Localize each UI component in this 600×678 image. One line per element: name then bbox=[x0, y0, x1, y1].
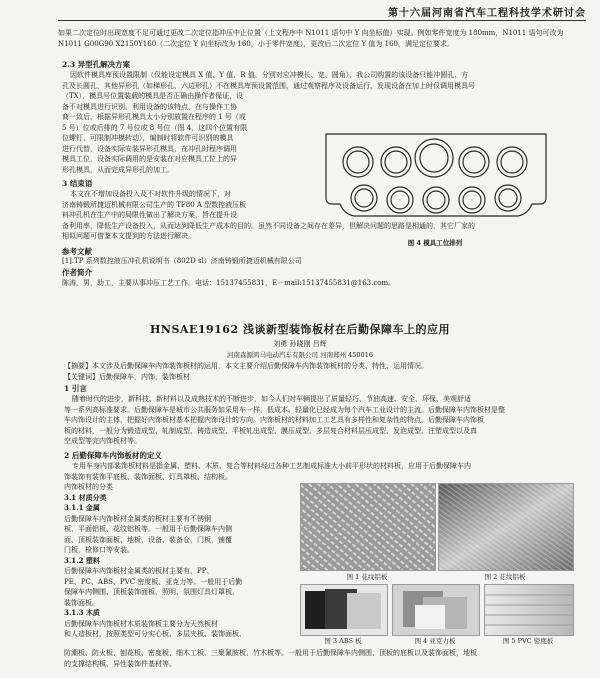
reference-1: [1].TP 系列数控液压冲孔机说明书（802D sl）济南铸锻所捷迈机械有限公司 bbox=[62, 257, 302, 265]
article-authors: 刘勇 孙晓刚 吕辉 bbox=[273, 340, 327, 348]
paragraph-intro: 随着时代的进步，新科技、新材料以及成熟技术的不断进步，如今人们对车辆提出了质量轻巧、节油高速、安全、环保、美观舒适 等一系列高标准要求。后勤保障车是城市公共服务如采用车一样，低成本、轻量化已经成为每个汽车工业设计的主流。后勤保障车内饰板材是整 车内饰设计的主体，把握好内饰板材基本把握内饰设计的方向。内饰板材的材料加工工艺具有多样性和复杂性的特点。后勤保障车内饰板 板的材料，一般分为锻造成型、轧制成型、铸造成型、平板轧出成型、膜压成型、多层复合材料层压成型、发泡成型、注塑成型以及真 空成型等完内饰板材等。 bbox=[64, 395, 505, 445]
heading-author-bio: 作者简介 bbox=[62, 268, 92, 277]
running-header: 第十六届河南省汽车工程科技学术研讨会 bbox=[58, 4, 586, 21]
fig1-caption: 图 1 花纹铝板 bbox=[346, 573, 388, 581]
section-3-classification: 内饰板材的分类 3.1 材质分类 3.1.1 金属 后勤保障车内饰板材金属类的板材主要有不锈钢 板、平面铝板、花纹铝板等。一般用于后勤保障车内侧 面、顶板装饰面板、地板，设备、装备仓，门板，铺覆 门板，检修口等安装。 3.1.2 塑料 后勤保障车内饰板材金属类的板材主要有，PP、 PE、PC、ABS、PVC 密度板、亚克力等。一般用于后勤 保障车内侧围、顶板装饰面板，照明、氛围灯具灯罩板， 装饰面板。 3.1.3 木质 后勤保障车内饰板材木质装饰板主要分为天然板材 和人造板材，按照类型可分实心板、多层夹板、装饰面板、 bbox=[64, 483, 246, 638]
fig4-photo bbox=[392, 584, 480, 636]
abstract: 【摘要】本文涉及后勤保障车内饰装饰板材的运用，本文主要介绍后勤保障车内饰装饰板材的分类、特性、运用情况。 bbox=[64, 362, 428, 370]
article-affiliation: 河南森源鸿马电动汽车有限公司 河南郑州 450016 bbox=[227, 351, 373, 359]
paragraph-wood-continued-1: 防潮板、防火板、刨花板、密度板、细木工板、三聚氰胺板、竹木板等。一般用于后勤保障车内侧围、顶板的底板以及装饰面板，地板 bbox=[64, 649, 477, 657]
heading-3-conclusion: 3 结束语 bbox=[62, 179, 93, 188]
keywords: 【关键词】后勤保障车，内饰，装饰板材 bbox=[64, 373, 190, 381]
fig1-photo bbox=[300, 483, 436, 571]
fig4b-caption: 图 4 亚克力板 bbox=[414, 637, 456, 645]
paragraph-definition: 专用车身内部装饰板材料是指金属、塑料、木质、复合等材料经过各种工艺制成标准大小前平形状的材料板，应用于后勤保障车内 饰装饰有装饰平底板、装饰面板、灯具罩板、结构板。 bbox=[64, 462, 471, 481]
paragraph-conclusion: 本文在不增加设备投入及不对软件升级的情况下，对 济南铸锻所捷迈机械有限公司生产的 TF80 A 型数控液压板 料冲孔机在生产中的局限性做出了解决方案，旨在提升设 备利用率，降低生产设备投入，从而达到降低生产成本的目的。虽然不同设备之间存在差异，但解决问题的思路是相通的，其它厂家的 相似问题可借鉴本文提到的方法进行解决。 bbox=[62, 190, 475, 240]
fig2-caption: 图 2 花纹铝板 bbox=[484, 573, 526, 581]
heading-2-3: 2.3 异型孔解决方案 bbox=[62, 60, 131, 69]
heading-2-definition: 2 后勤保障车内饰板材的定义 bbox=[64, 451, 162, 460]
fig5-photo bbox=[484, 584, 574, 636]
paragraph-shaped-hole-solution: 因软件模具库预设置限制（仅能设定模具 X 值、Y 值、R 值，分别对应冲模长、宽、圆角），我公司购置的该设备只能冲圆孔、方 孔及长圆孔，其他异形孔（如梯形孔、六边形孔）不在模具库预设置范围，通过观察程序及设备运行，发现设备在加上时仅调用模具号 （TX），模具号位置装载的模具是否正确由操作者保证，设 备不对模具进行识别。利用设备的该特点，在与操作工协 商一致后，根据异形孔模具大小分别放置在程序的 1 号（或 5 号）位或后排的 7 号位或 8 号位（图 4，这四个位置有限 位螺钉，可限制冲模转动），编制时将软件可识别的模具 进行代替，设备实际安装异形孔模具，在冲孔时程序调用 模具工位，设备实际调用的是安装在对应模具工位上的异 形孔模具，从而完成异形孔的加工。 bbox=[62, 71, 475, 174]
paragraph-secondary-positioning: 如果二次定位时出现宽度不足可通过更改二次定位指冲压中止位置（上文程序中 N1011 语句中 Y 向坐标值）实现。例如零件宽度为 180mm，N1011 语句可改为 N1011 G00G90 X2150Y160（二次定位 Y 向坐标改为 160，小于零件宽度），更改后二次定位 Y 值为 160，满足定位要求。 bbox=[58, 29, 564, 48]
fig2-photo bbox=[438, 483, 574, 571]
article-title: HNSAE19162 浅谈新型装饰板材在后勤保障车上的应用 bbox=[150, 323, 450, 336]
fig5-caption: 图 5 PVC 密度板 bbox=[502, 637, 554, 645]
fig3-caption: 图 3 ABS 板 bbox=[324, 637, 362, 645]
fig4-caption: 图 4 模具工位排列 bbox=[407, 239, 463, 247]
heading-1-intro: 1 引言 bbox=[64, 384, 87, 393]
heading-references: 参考文献 bbox=[62, 247, 92, 256]
die-station-drawing bbox=[318, 128, 554, 224]
paragraph-wood-continued-2: 的支撑结构板、异性装饰件基材等。 bbox=[64, 660, 176, 668]
fig3-photo bbox=[300, 584, 388, 636]
author-info: 陈涛，男，助工，主要从事冲压工艺工作。电话：15137455831，E－mail:15137455831@163.com。 bbox=[62, 279, 396, 287]
